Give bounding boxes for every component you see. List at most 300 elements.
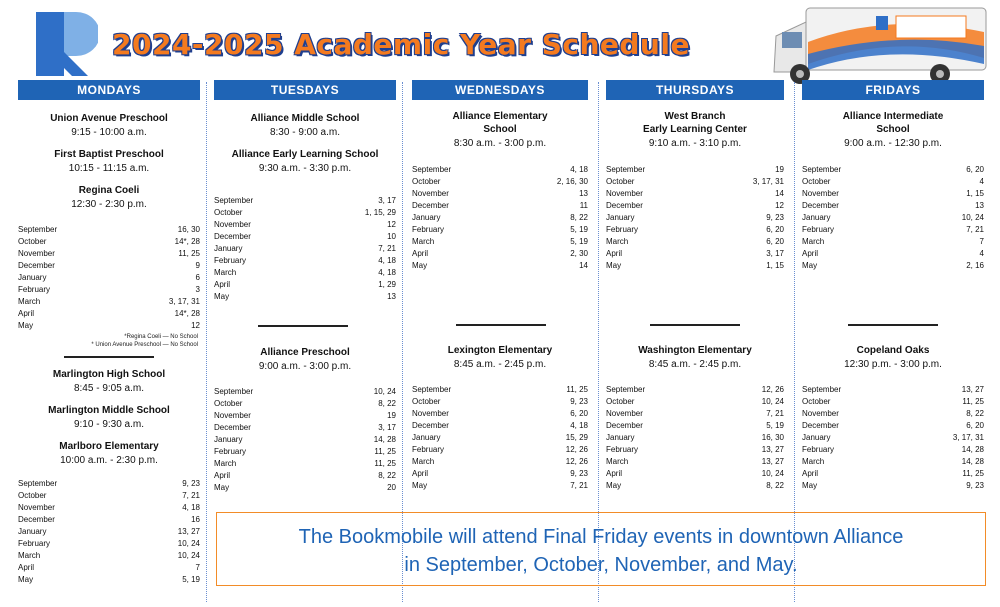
location [606,110,784,150]
location [214,112,396,139]
month-label: September [606,165,646,174]
date-list [412,164,588,272]
location-name: Marlington Middle School [48,405,170,416]
date-row [412,176,588,188]
month-label: January [606,213,635,222]
date-row [802,176,984,188]
month-label: September [412,385,452,394]
location-name: Alliance Early Learning School [231,149,379,160]
location-name: Alliance Intermediate School [842,111,944,135]
month-label: September [18,479,58,488]
date-row [802,432,984,444]
month-label: May [412,481,428,490]
visit-dates: 1, 15 [966,189,984,198]
month-label: April [606,249,623,258]
month-label: December [412,421,449,430]
visit-dates: 11, 25 [962,397,984,406]
visit-dates: 15, 29 [565,433,588,442]
note: * Union Avenue Preschool — No School [91,342,198,348]
date-row [606,468,784,480]
month-label: March [18,551,41,560]
visit-dates: 5, 19 [766,421,784,430]
visit-dates: 8, 22 [966,409,984,418]
date-row [606,260,784,272]
date-row [802,236,984,248]
date-list [214,386,396,494]
visit-dates: 11, 25 [962,469,984,478]
date-row [802,212,984,224]
visit-dates: 7, 21 [766,409,784,418]
month-label: May [18,321,34,330]
month-label: March [214,268,237,277]
date-row [412,408,588,420]
visit-dates: 13 [579,189,588,198]
month-label: October [214,399,243,408]
location [18,112,200,139]
location-name: Alliance Middle School [250,113,360,124]
visit-dates: 14 [579,261,588,270]
divider-line [64,356,154,358]
location-time: 8:45 a.m. - 2:45 p.m. [453,359,547,370]
visit-dates: 4, 18 [570,165,588,174]
date-row [412,248,588,260]
date-row [802,420,984,432]
visit-dates: 9, 23 [570,469,588,478]
month-label: November [214,411,251,420]
visit-dates: 11, 25 [374,459,396,468]
location-time: 9:00 a.m. - 12:30 p.m. [844,138,942,149]
visit-dates: 3, 17, 31 [952,433,984,442]
visit-dates: 16 [191,515,200,524]
date-row [802,384,984,396]
date-row [214,279,396,291]
location-time: 10:00 a.m. - 2:30 p.m. [60,455,158,466]
visit-dates: 16, 30 [177,225,200,234]
location [214,148,396,175]
date-row [18,514,200,526]
visit-dates: 3, 17 [378,196,396,205]
visit-dates: 11, 25 [374,447,396,456]
month-label: April [412,469,429,478]
month-label: February [18,285,51,294]
month-label: May [214,292,230,301]
date-row [606,384,784,396]
month-label: January [802,433,831,442]
visit-dates: 13, 27 [177,527,200,536]
visit-dates: 4, 18 [182,503,200,512]
visit-dates: 19 [387,411,396,420]
location-time: 8:45 - 9:05 a.m. [73,383,145,394]
month-label: October [606,397,635,406]
visit-dates: 10, 24 [961,213,984,222]
month-label: October [18,491,47,500]
month-label: May [214,483,230,492]
month-label: February [606,445,639,454]
visit-dates: 7, 21 [570,481,588,490]
visit-dates: 13 [387,292,396,301]
visit-dates: 5, 19 [182,575,200,584]
date-row [214,195,396,207]
date-row [412,188,588,200]
divider-line [848,324,938,326]
location-name: Marlington High School [52,369,166,380]
banner-line: The Bookmobile will attend Final Friday events in downtown Alliance [298,526,904,548]
date-row [18,526,200,538]
month-label: February [214,256,247,265]
month-label: December [412,201,449,210]
library-logo-icon [36,12,98,76]
month-label: December [18,515,55,524]
location-time: 8:45 a.m. - 2:45 p.m. [648,359,742,370]
date-list [18,478,200,586]
visit-dates: 13, 27 [761,457,784,466]
date-row [412,200,588,212]
visit-dates: 3, 17, 31 [168,297,200,306]
visit-dates: 4, 18 [570,421,588,430]
month-label: December [802,421,839,430]
date-row [802,224,984,236]
visit-dates: 5, 19 [570,237,588,246]
visit-dates: 3 [195,285,200,294]
location-name: Union Avenue Preschool [50,113,168,124]
date-row [606,200,784,212]
date-row [412,396,588,408]
visit-dates: 1, 15, 29 [364,208,396,217]
month-label: February [214,447,247,456]
month-label: November [214,220,251,229]
visit-dates: 14*, 28 [174,237,200,246]
month-label: October [214,208,243,217]
visit-dates: 9, 23 [570,397,588,406]
month-label: January [214,435,243,444]
visit-dates: 12 [191,321,200,330]
month-label: November [18,249,55,258]
visit-dates: 12, 26 [565,457,588,466]
month-label: September [802,165,842,174]
month-label: December [802,201,839,210]
visit-dates: 7, 21 [378,244,396,253]
date-row [802,468,984,480]
date-row [606,480,784,492]
month-label: September [412,165,452,174]
date-row [18,538,200,550]
month-label: November [412,409,449,418]
date-row [18,248,200,260]
visit-dates: 10, 24 [761,397,784,406]
month-label: March [802,457,825,466]
date-row [214,458,396,470]
location [18,148,200,175]
visit-dates: 14, 28 [961,445,984,454]
location-name: Lexington Elementary [447,345,553,356]
date-row [412,212,588,224]
date-row [214,267,396,279]
date-row [802,188,984,200]
date-list [802,164,984,272]
date-row [214,470,396,482]
date-row [606,224,784,236]
day-header: MONDAYS [18,80,200,100]
location [18,440,200,467]
visit-dates: 20 [387,483,396,492]
month-label: March [412,237,435,246]
month-label: March [412,457,435,466]
month-label: April [18,309,35,318]
date-row [214,255,396,267]
date-row [18,320,200,332]
date-row [214,410,396,422]
mondays-column [18,80,200,600]
visit-dates: 4 [979,249,984,258]
date-row [18,490,200,502]
visit-dates: 3, 17 [378,423,396,432]
page-title: 2024-2025 Academic Year Schedule [112,28,690,61]
date-row [412,224,588,236]
divider-line [456,324,546,326]
date-row [412,164,588,176]
location-name: Alliance Elementary School [452,111,548,135]
visit-dates: 12, 26 [761,385,784,394]
visit-dates: 13, 27 [761,445,784,454]
date-row [412,444,588,456]
date-row [214,243,396,255]
date-row [214,434,396,446]
day-header: WEDNESDAYS [412,80,588,100]
visit-dates: 9 [195,261,200,270]
month-label: November [606,189,643,198]
month-label: January [412,433,441,442]
location [18,404,200,431]
month-label: October [802,177,831,186]
visit-dates: 7, 21 [966,225,984,234]
date-row [606,444,784,456]
visit-dates: 13, 27 [961,385,984,394]
month-label: April [802,249,819,258]
visit-dates: 2, 16 [966,261,984,270]
visit-dates: 8, 22 [570,213,588,222]
month-label: April [802,469,819,478]
date-row [214,219,396,231]
visit-dates: 7, 21 [182,491,200,500]
date-list [18,224,200,332]
visit-dates: 9, 23 [182,479,200,488]
visit-dates: 14 [775,189,784,198]
visit-dates: 4 [979,177,984,186]
location-time: 12:30 - 2:30 p.m. [71,199,147,210]
month-label: February [802,225,835,234]
date-row [802,396,984,408]
divider-line [650,324,740,326]
date-row [412,384,588,396]
date-row [606,420,784,432]
date-row [214,386,396,398]
month-label: October [606,177,635,186]
month-label: December [606,421,643,430]
date-row [18,224,200,236]
location-time: 9:00 a.m. - 3:00 p.m. [258,361,352,372]
date-row [214,291,396,303]
visit-dates: 5, 19 [570,225,588,234]
visit-dates: 13 [975,201,984,210]
date-row [18,284,200,296]
visit-dates: 16, 30 [761,433,784,442]
location [606,344,784,371]
visit-dates: 14, 28 [373,435,396,444]
visit-dates: 8, 22 [766,481,784,490]
date-row [412,432,588,444]
month-label: April [412,249,429,258]
location-time: 8:30 a.m. - 3:00 p.m. [453,138,547,149]
date-row [802,444,984,456]
date-row [606,176,784,188]
visit-dates: 3, 17 [766,249,784,258]
day-header: THURSDAYS [606,80,784,100]
visit-dates: 9, 23 [966,481,984,490]
location-time: 9:15 - 10:00 a.m. [71,127,147,138]
month-label: October [412,177,441,186]
month-label: December [606,201,643,210]
month-label: September [214,196,254,205]
month-label: January [214,244,243,253]
visit-dates: 6, 20 [766,237,784,246]
date-row [214,231,396,243]
date-row [214,482,396,494]
month-label: September [18,225,58,234]
visit-dates: 2, 30 [570,249,588,258]
column-divider [206,82,207,602]
date-list [412,384,588,492]
date-row [18,574,200,586]
notes [91,333,198,349]
location-name: Regina Coeli [78,185,140,196]
month-label: May [802,261,818,270]
month-label: January [412,213,441,222]
visit-dates: 12, 26 [565,445,588,454]
visit-dates: 10, 24 [373,387,396,396]
date-row [214,446,396,458]
visit-dates: 6, 20 [966,165,984,174]
visit-dates: 9, 23 [766,213,784,222]
date-row [412,260,588,272]
visit-dates: 1, 15 [766,261,784,270]
month-label: February [606,225,639,234]
divider-line [258,325,348,327]
month-label: October [18,237,47,246]
month-label: September [214,387,254,396]
month-label: May [606,261,622,270]
date-list [214,195,396,303]
month-label: December [214,423,251,432]
month-label: February [412,225,445,234]
date-row [412,456,588,468]
visit-dates: 14*, 28 [174,309,200,318]
date-row [606,456,784,468]
visit-dates: 11 [579,201,588,210]
location-time: 8:30 - 9:00 a.m. [269,127,341,138]
month-label: February [802,445,835,454]
date-row [214,422,396,434]
date-row [412,480,588,492]
location-time: 9:10 a.m. - 3:10 p.m. [648,138,742,149]
date-row [412,468,588,480]
date-row [18,308,200,320]
location [18,368,200,395]
month-label: March [214,459,237,468]
visit-dates: 19 [775,165,784,174]
date-row [214,207,396,219]
location-time: 9:30 a.m. - 3:30 p.m. [258,163,352,174]
bookmobile-truck-icon [768,2,990,88]
month-label: March [606,457,629,466]
location-name: West Branch Early Learning Center [643,111,747,135]
visit-dates: 4, 18 [378,256,396,265]
date-row [18,260,200,272]
date-row [18,296,200,308]
visit-dates: 11, 25 [178,249,200,258]
date-row [214,398,396,410]
visit-dates: 6, 20 [570,409,588,418]
date-row [18,562,200,574]
location-time: 10:15 - 11:15 a.m. [68,163,150,174]
banner-line: in September, October, November, and May. [404,554,798,576]
date-row [18,478,200,490]
month-label: September [606,385,646,394]
visit-dates: 10 [387,232,396,241]
note: *Regina Coeli — No School [124,334,198,340]
visit-dates: 12 [387,220,396,229]
date-row [606,396,784,408]
date-row [606,212,784,224]
date-row [802,260,984,272]
location-name: Marlboro Elementary [59,441,159,452]
location-name: First Baptist Preschool [54,149,164,160]
visit-dates: 10, 24 [177,551,200,560]
date-row [606,432,784,444]
date-row [412,420,588,432]
date-list [802,384,984,492]
date-row [802,200,984,212]
date-row [606,408,784,420]
visit-dates: 12 [775,201,784,210]
month-label: November [606,409,643,418]
location [802,344,984,371]
visit-dates: 10, 24 [177,539,200,548]
date-row [18,550,200,562]
location [214,346,396,373]
month-label: September [802,385,842,394]
visit-dates: 11, 25 [566,385,588,394]
month-label: April [606,469,623,478]
date-row [412,236,588,248]
day-header: FRIDAYS [802,80,984,100]
day-header: TUESDAYS [214,80,396,100]
visit-dates: 7 [979,237,984,246]
month-label: October [802,397,831,406]
location-time: 12:30 p.m. - 3:00 p.m. [844,359,942,370]
date-row [606,164,784,176]
month-label: March [606,237,629,246]
date-row [606,248,784,260]
date-row [606,236,784,248]
date-row [802,456,984,468]
month-label: November [802,189,839,198]
month-label: March [802,237,825,246]
month-label: January [802,213,831,222]
month-label: April [214,471,231,480]
month-label: April [214,280,231,289]
month-label: January [18,273,47,282]
visit-dates: 1, 29 [378,280,396,289]
